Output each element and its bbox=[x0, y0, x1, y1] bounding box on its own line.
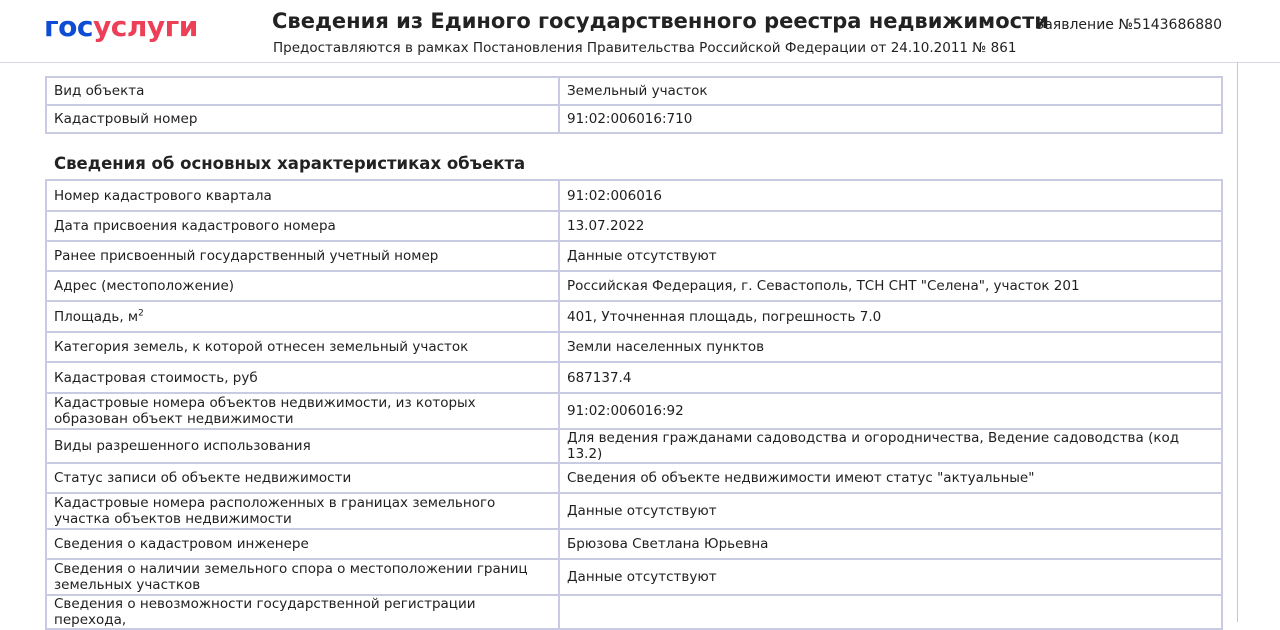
row-value: Брюзова Светлана Юрьевна bbox=[559, 529, 1222, 559]
row-label-text: Адрес (местоположение) bbox=[54, 278, 235, 294]
row-value: 401, Уточненная площадь, погрешность 7.0 bbox=[559, 301, 1222, 332]
row-label-text: Дата присвоения кадастрового номера bbox=[54, 218, 336, 234]
row-label bbox=[46, 180, 559, 211]
logo-text-part2: услуги bbox=[92, 10, 198, 43]
row-label-text: Категория земель, к которой отнесен земельный участок bbox=[54, 339, 469, 355]
table-row bbox=[46, 271, 1222, 301]
row-value bbox=[559, 595, 1222, 629]
table-row bbox=[46, 77, 1222, 105]
row-label bbox=[46, 393, 559, 429]
gosuslugi-logo[interactable] bbox=[44, 10, 198, 43]
row-label-text: Кадастровый номер bbox=[54, 111, 198, 127]
page-header bbox=[0, 0, 1280, 63]
table-row bbox=[46, 180, 1222, 211]
row-label-text: Номер кадастрового квартала bbox=[54, 187, 272, 204]
row-value: Данные отсутствуют bbox=[559, 241, 1222, 271]
row-label-text: Кадастровые номера объектов недвижимости, из которых образован объект недвижимости bbox=[54, 395, 476, 427]
row-label-text: Площадь, м bbox=[54, 308, 139, 325]
table-row bbox=[46, 105, 1222, 133]
row-label-text: Ранее присвоенный государственный учетный номер bbox=[54, 248, 439, 264]
row-label-text: Вид объекта bbox=[54, 83, 145, 99]
table-row bbox=[46, 211, 1222, 241]
row-value: 91:02:006016:92 bbox=[559, 393, 1222, 429]
row-value: Данные отсутствуют bbox=[559, 493, 1222, 529]
table-row bbox=[46, 559, 1222, 595]
row-label bbox=[46, 559, 559, 595]
row-value: Земельный участок bbox=[559, 77, 1222, 105]
application-number: Заявление №5143686880 bbox=[1035, 17, 1222, 33]
row-label-text: Сведения о кадастровом инженере bbox=[54, 536, 309, 552]
row-label-text: Статус записи об объекте недвижимости bbox=[54, 470, 352, 486]
row-value: Земли населенных пунктов bbox=[559, 332, 1222, 362]
row-value: Российская Федерация, г. Севастополь, ТСН СНТ "Селена", участок 201 bbox=[559, 271, 1222, 301]
row-value: 91:02:006016:710 bbox=[559, 105, 1222, 133]
row-label bbox=[46, 301, 559, 332]
row-label bbox=[46, 241, 559, 271]
table-row bbox=[46, 493, 1222, 529]
object-table bbox=[45, 76, 1223, 134]
row-value: 91:02:006016 bbox=[559, 180, 1222, 211]
row-value: Сведения об объекте недвижимости имеют статус "актуальные" bbox=[559, 463, 1222, 493]
row-value: Для ведения гражданами садоводства и огородничества, Ведение садоводства (код 13.2) bbox=[559, 429, 1222, 463]
table-row bbox=[46, 429, 1222, 463]
row-value: Данные отсутствуют bbox=[559, 559, 1222, 595]
table-row bbox=[46, 332, 1222, 362]
row-label-text: Кадастровые номера расположенных в границах земельного участка объектов недвижимости bbox=[54, 495, 496, 527]
page-title: Сведения из Единого государственного реестра недвижимости bbox=[272, 9, 1049, 33]
row-label bbox=[46, 362, 559, 393]
row-label bbox=[46, 429, 559, 463]
row-label bbox=[46, 463, 559, 493]
table-row bbox=[46, 463, 1222, 493]
logo-text-part1: гос bbox=[44, 10, 93, 43]
table-row bbox=[46, 301, 1222, 332]
unit-superscript: 2 bbox=[138, 308, 144, 318]
row-value: 13.07.2022 bbox=[559, 211, 1222, 241]
row-label bbox=[46, 271, 559, 301]
row-label bbox=[46, 595, 559, 629]
table-row bbox=[46, 241, 1222, 271]
row-value: 687137.4 bbox=[559, 362, 1222, 393]
table-row bbox=[46, 362, 1222, 393]
table-row bbox=[46, 595, 1222, 629]
row-label bbox=[46, 77, 559, 105]
row-label bbox=[46, 332, 559, 362]
section-title-characteristics: Сведения об основных характеристиках объекта bbox=[54, 154, 526, 173]
page-border-right bbox=[1237, 62, 1238, 622]
table-row bbox=[46, 529, 1222, 559]
row-label-text: Виды разрешенного использования bbox=[54, 438, 311, 454]
page-subtitle: Предоставляются в рамках Постановления Правительства Российской Федерации от 24.10.2011 № 861 bbox=[273, 40, 1017, 56]
characteristics-table bbox=[45, 179, 1223, 630]
row-label-text: Кадастровая стоимость, руб bbox=[54, 369, 258, 386]
row-label bbox=[46, 529, 559, 559]
row-label bbox=[46, 493, 559, 529]
table-row bbox=[46, 393, 1222, 429]
row-label-text: Сведения о невозможности государственной регистрации перехода, bbox=[54, 596, 476, 628]
row-label bbox=[46, 211, 559, 241]
row-label bbox=[46, 105, 559, 133]
row-label-text: Сведения о наличии земельного спора о местоположении границ земельных участков bbox=[54, 561, 528, 593]
